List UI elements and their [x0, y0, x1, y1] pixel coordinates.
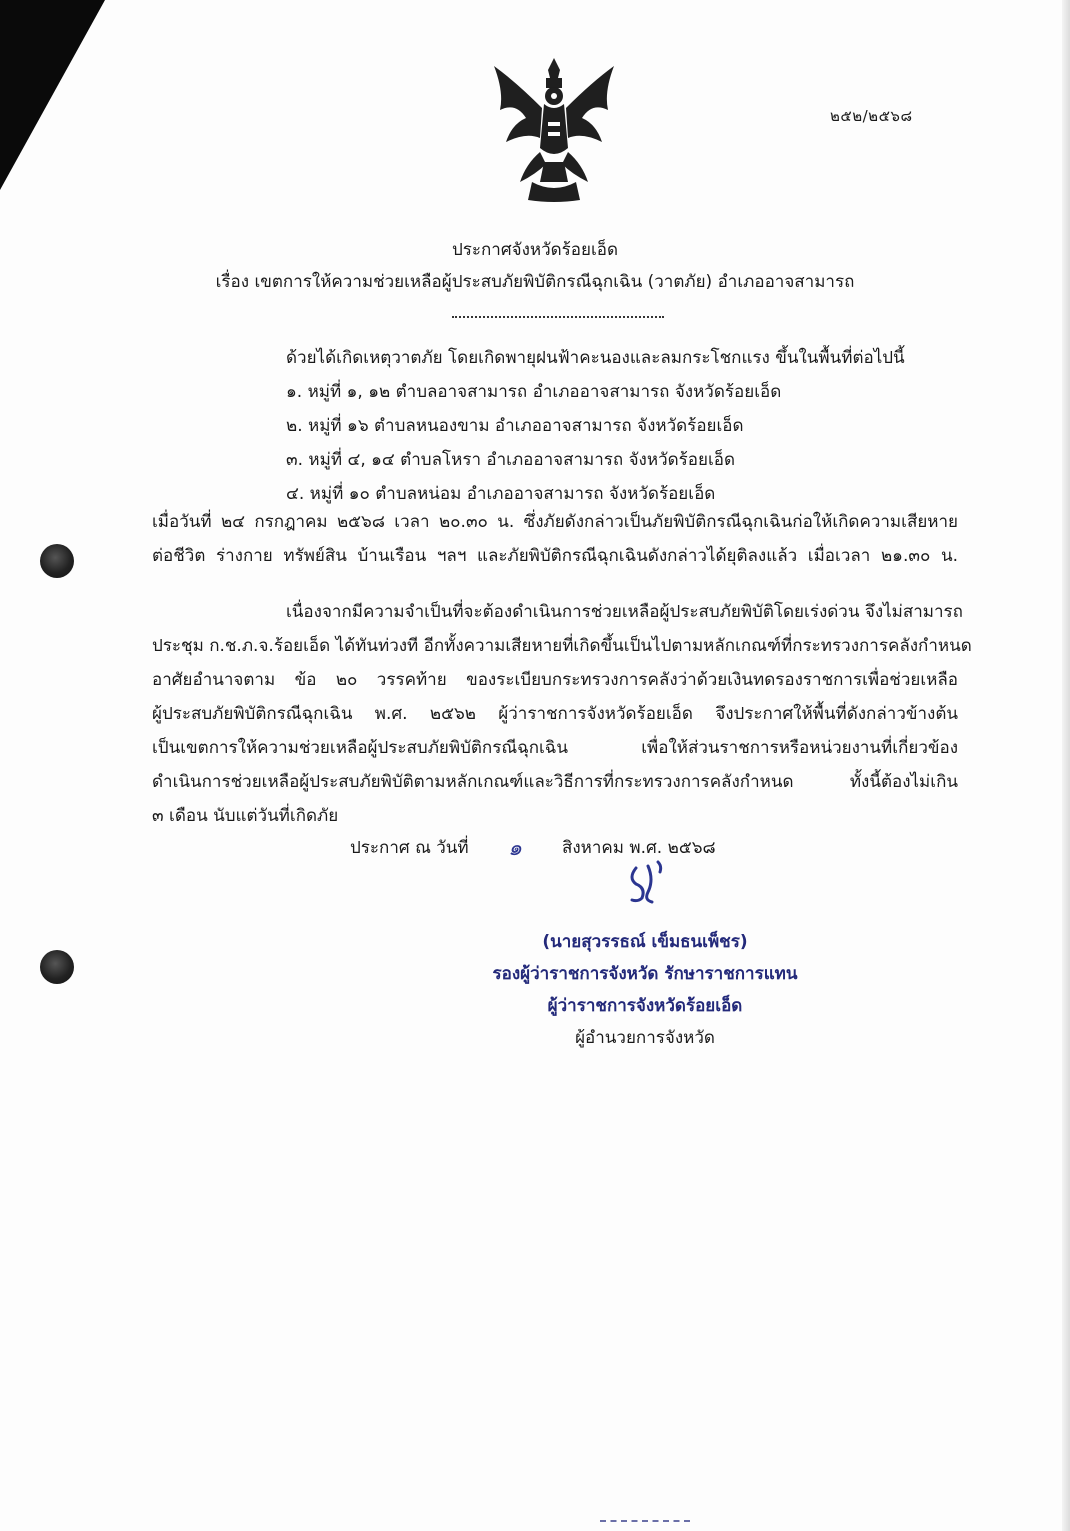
document-number: ๒๕๒/๒๕๖๘ — [830, 107, 913, 125]
para1-line: ต่อชีวิต ร่างกาย ทรัพย์สิน บ้านเรือน ฯลฯ และภัยพิบัติกรณีฉุกเฉินดังกล่าวได้ยุติลงแล้ว เมื่อเวลา ๒๑.๓๐ น. — [152, 546, 958, 566]
next-page-bleed — [600, 1520, 690, 1530]
para2-first-line: เนื่องจากมีความจำเป็นที่จะต้องดำเนินการช่วยเหลือผู้ประสบภัยพิบัติโดยเร่งด่วน จึงไม่สามารถ — [286, 602, 963, 622]
signatory-role: ผู้อำนวยการจังหวัด — [575, 1028, 715, 1048]
garuda-emblem-icon — [486, 52, 622, 204]
para2-line: อาศัยอำนาจตาม ข้อ ๒๐ วรรคท้าย ของระเบียบกระทรวงการคลังว่าด้วยเงินทดรองราชการเพื่อช่วยเหลือ — [152, 670, 958, 690]
punch-hole-bottom — [40, 950, 74, 984]
para1-line: เมื่อวันที่ ๒๔ กรกฎาคม ๒๕๖๘ เวลา ๒๐.๓๐ น. ซึ่งภัยดังกล่าวเป็นภัยพิบัติกรณีฉุกเฉินก่อให้เกิดความเสียหาย — [152, 512, 958, 532]
signature-icon — [618, 858, 678, 908]
scan-corner-shadow — [0, 0, 105, 190]
area-item: ๒. หมู่ที่ ๑๖ ตำบลหนองขาม อำเภออาจสามารถ จังหวัดร้อยเอ็ด — [286, 416, 744, 436]
area-item: ๔. หมู่ที่ ๑๐ ตำบลหน่อม อำเภออาจสามารถ จังหวัดร้อยเอ็ด — [286, 484, 716, 504]
announce-prefix: ประกาศ ณ วันที่ — [350, 838, 469, 858]
signatory-position: รองผู้ว่าราชการจังหวัด รักษาราชการแทน — [492, 964, 798, 984]
announcement-subject: เรื่อง เขตการให้ความช่วยเหลือผู้ประสบภัยพิบัติกรณีฉุกเฉิน (วาตภัย) อำเภออาจสามารถ — [215, 272, 855, 292]
para2-line: เป็นเขตการให้ความช่วยเหลือผู้ประสบภัยพิบัติกรณีฉุกเฉิน เพื่อให้ส่วนราชการหรือหน่วยงานที่เกี่ยวข้อง — [152, 738, 958, 758]
area-item: ๓. หมู่ที่ ๔, ๑๔ ตำบลโหรา อำเภออาจสามารถ จังหวัดร้อยเอ็ด — [286, 450, 736, 470]
punch-hole-top — [40, 544, 74, 578]
para2-last-line: ๓ เดือน นับแต่วันที่เกิดภัย — [152, 806, 339, 826]
para2-line: ผู้ประสบภัยพิบัติกรณีฉุกเฉิน พ.ศ. ๒๕๖๒ ผู้ว่าราชการจังหวัดร้อยเอ็ด จึงประกาศให้พื้นที่ดังกล่าวข้างต้น — [152, 704, 958, 724]
intro-text: ด้วยได้เกิดเหตุวาตภัย โดยเกิดพายุฝนฟ้าคะนองและลมกระโชกแรง ขึ้นในพื้นที่ต่อไปนี้ — [286, 348, 905, 368]
title-divider — [452, 316, 664, 318]
signatory-position: ผู้ว่าราชการจังหวัดร้อยเอ็ด — [547, 996, 743, 1016]
announce-month-year: สิงหาคม พ.ศ. ๒๕๖๘ — [562, 838, 716, 858]
para2-line: ดำเนินการช่วยเหลือผู้ประสบภัยพิบัติตามหลักเกณฑ์และวิธีการที่กระทรวงการคลังกำหนด ทั้งนี้ต้องไม่เกิน — [152, 772, 958, 792]
para2-line: ประชุม ก.ช.ภ.จ.ร้อยเอ็ด ได้ทันท่วงที อีกทั้งความเสียหายที่เกิดขึ้นเป็นไปตามหลักเกณฑ์ที่กระทรวงการคลังกำหนด — [152, 636, 972, 656]
scan-edge — [1062, 0, 1070, 1531]
announcement-title: ประกาศจังหวัดร้อยเอ็ด — [451, 240, 619, 260]
signatory-name: (นายสุวรรธณ์ เข็มธนเพ็ชร) — [542, 932, 748, 952]
announce-day-handwritten: ๑ — [508, 836, 522, 861]
area-item: ๑. หมู่ที่ ๑, ๑๒ ตำบลอาจสามารถ อำเภออาจสามารถ จังหวัดร้อยเอ็ด — [286, 382, 782, 402]
